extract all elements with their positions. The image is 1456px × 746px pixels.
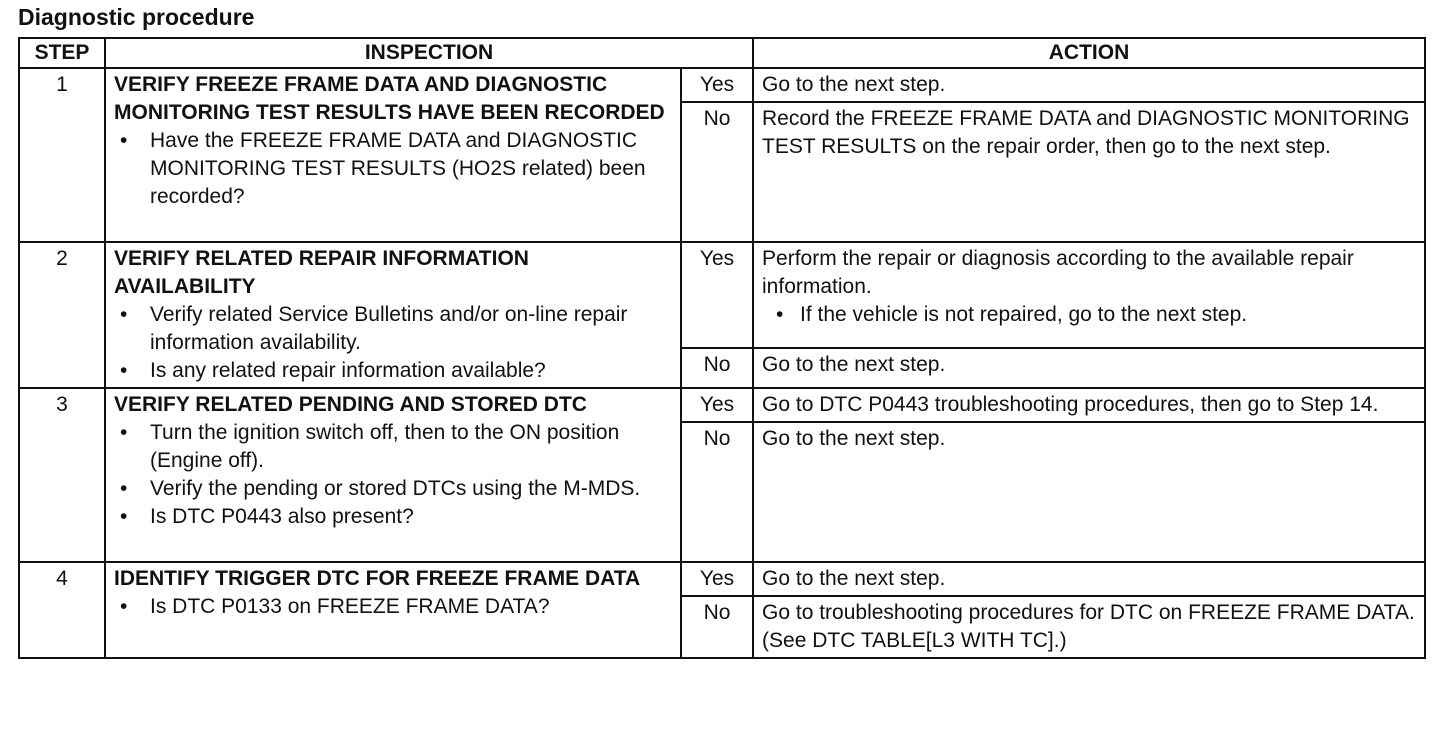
header-row [19, 38, 1425, 68]
no-label: No [681, 596, 753, 658]
step-heading: VERIFY RELATED PENDING AND STORED DTC [114, 393, 587, 416]
step-2-inspection [105, 242, 681, 388]
step-heading: VERIFY FREEZE FRAME DATA AND DIAGNOSTIC MONITORING TEST RESULTS HAVE BEEN RECORDED [114, 73, 665, 124]
no-action-cell [753, 596, 1425, 658]
page-title: Diagnostic procedure [18, 4, 255, 30]
step-heading: IDENTIFY TRIGGER DTC FOR FREEZE FRAME DATA [114, 567, 641, 590]
action-sublist [762, 301, 1416, 329]
step-number: 4 [19, 562, 105, 658]
inspection-list [114, 419, 672, 531]
inspection-list [114, 127, 672, 211]
step-3-yes-row [19, 388, 1425, 422]
yes-action: Go to the next step. [753, 562, 1425, 596]
inspection-item: • Turn the ignition switch off, then to the ON position (Engine off). [114, 419, 672, 475]
inspection-list [114, 593, 672, 621]
step-number: 3 [19, 388, 105, 562]
no-label: No [681, 422, 753, 562]
step-1-inspection [105, 68, 681, 242]
action-subitem: • If the vehicle is not repaired, go to the next step. [762, 301, 1416, 329]
header-inspection: INSPECTION [105, 38, 753, 68]
diagnostic-table [18, 37, 1426, 659]
yes-label: Yes [681, 388, 753, 422]
step-4-inspection [105, 562, 681, 658]
yes-action: Go to the next step. [753, 68, 1425, 102]
no-label: No [681, 102, 753, 242]
no-action: Record the FREEZE FRAME DATA and DIAGNOSTIC MONITORING TEST RESULTS on the repair order, then go to the next step. [753, 102, 1425, 242]
inspection-list [114, 301, 672, 385]
no-action: Go to the next step. [753, 422, 1425, 562]
yes-label: Yes [681, 68, 753, 102]
inspection-item: • Is any related repair information available? [114, 357, 672, 385]
inspection-item: • Verify the pending or stored DTCs using the M-MDS. [114, 475, 672, 503]
no-label: No [681, 348, 753, 388]
inspection-item: • Is DTC P0133 on FREEZE FRAME DATA? [114, 593, 672, 621]
step-heading: VERIFY RELATED REPAIR INFORMATION AVAILABILITY [114, 247, 529, 298]
header-step: STEP [19, 38, 105, 68]
no-action: Go to the next step. [753, 348, 1425, 388]
yes-label: Yes [681, 562, 753, 596]
step-4-yes-row [19, 562, 1425, 596]
step-number: 2 [19, 242, 105, 388]
no-action: Go to troubleshooting procedures for DTC on FREEZE FRAME DATA. [762, 601, 1415, 624]
yes-action-cell [753, 242, 1425, 348]
yes-action: Perform the repair or diagnosis according to the available repair information. [762, 247, 1354, 298]
inspection-item: • Have the FREEZE FRAME DATA and DIAGNOSTIC MONITORING TEST RESULTS (HO2S related) been recorded? [114, 127, 672, 211]
step-2-yes-row [19, 242, 1425, 348]
step-3-inspection [105, 388, 681, 562]
inspection-item: • Is DTC P0443 also present? [114, 503, 672, 531]
step-number: 1 [19, 68, 105, 242]
header-action: ACTION [753, 38, 1425, 68]
yes-label: Yes [681, 242, 753, 348]
yes-action: Go to DTC P0443 troubleshooting procedures, then go to Step 14. [753, 388, 1425, 422]
inspection-item: • Verify related Service Bulletins and/or on-line repair information availability. [114, 301, 672, 357]
dtc-table-link[interactable]: (See DTC TABLE[L3 WITH TC].) [762, 629, 1067, 652]
step-1-yes-row [19, 68, 1425, 102]
